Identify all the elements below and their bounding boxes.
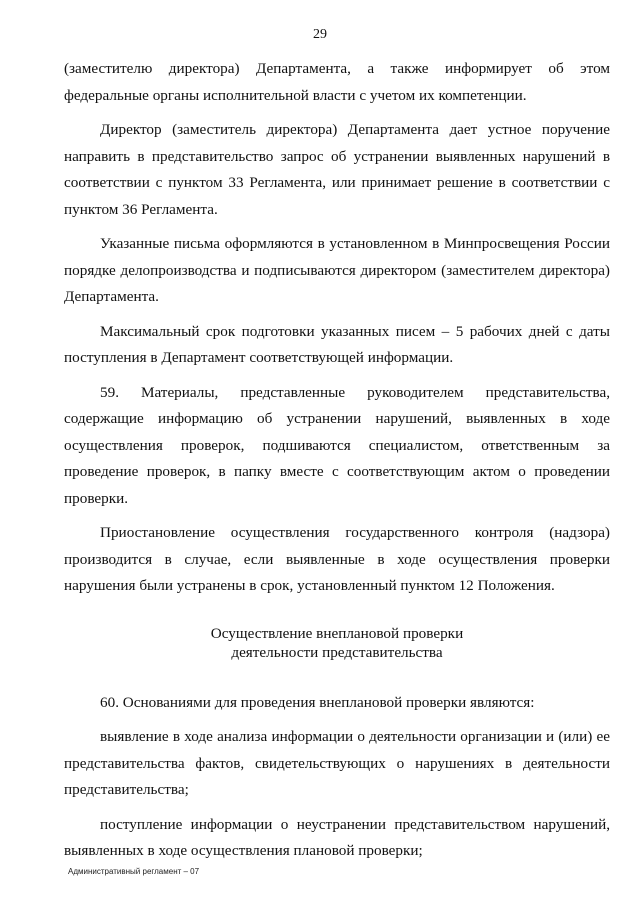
section-heading-line: Осуществление внеплановой проверки xyxy=(210,624,464,642)
page-number: 29 xyxy=(313,27,327,42)
paragraph: поступление информации о неустранении представительством нарушений, выявленных в ходе осуществления плановой проверки; xyxy=(64,815,610,859)
paragraph-item-59: 59. Материалы, представленные руководителем представительства, содержащие информацию об устранении нарушений, выявленных в ходе осуществления проверок, подшиваются специалистом, ответственным за проведение проверок, в папку вместе с соответствующим актом о проведении проверки. xyxy=(64,383,610,507)
paragraph: (заместителю директора) Департамента, а также информирует об этом федеральные органы исполнительной власти с учетом их компетенции. xyxy=(64,60,610,104)
paragraph: выявление в ходе анализа информации о деятельности организации и (или) ее представительства фактов, свидетельствующих о нарушениях в деятельности представительства; xyxy=(64,728,610,798)
section-heading xyxy=(64,624,610,662)
paragraph: Директор (заместитель директора) Департамента дает устное поручение направить в представительство запрос об устранении выявленных нарушений в соответствии с пунктом 33 Регламента, или принимает решение в соответствии с пунктом 36 Регламента. xyxy=(64,121,610,218)
document-footer: Административный регламент – 07 xyxy=(68,867,200,876)
paragraph: Максимальный срок подготовки указанных писем – 5 рабочих дней с даты поступления в Департамент соответствующей информации. xyxy=(64,322,610,366)
paragraph: Приостановление осуществления государственного контроля (надзора) производится в случае, если выявленные в ходе осуществления проверки нарушения были устранены в срок, установленный пунктом 12 Положения. xyxy=(64,524,610,594)
document-body xyxy=(64,56,610,873)
paragraph-item-60: 60. Основаниями для проведения внеплановой проверки являются: xyxy=(100,693,535,711)
paragraph: Указанные письма оформляются в установленном в Минпросвещения России порядке делопроизводства и подписываются директором (заместителем директора) Департамента. xyxy=(64,235,610,305)
section-heading-line: деятельности представительства xyxy=(231,643,443,661)
